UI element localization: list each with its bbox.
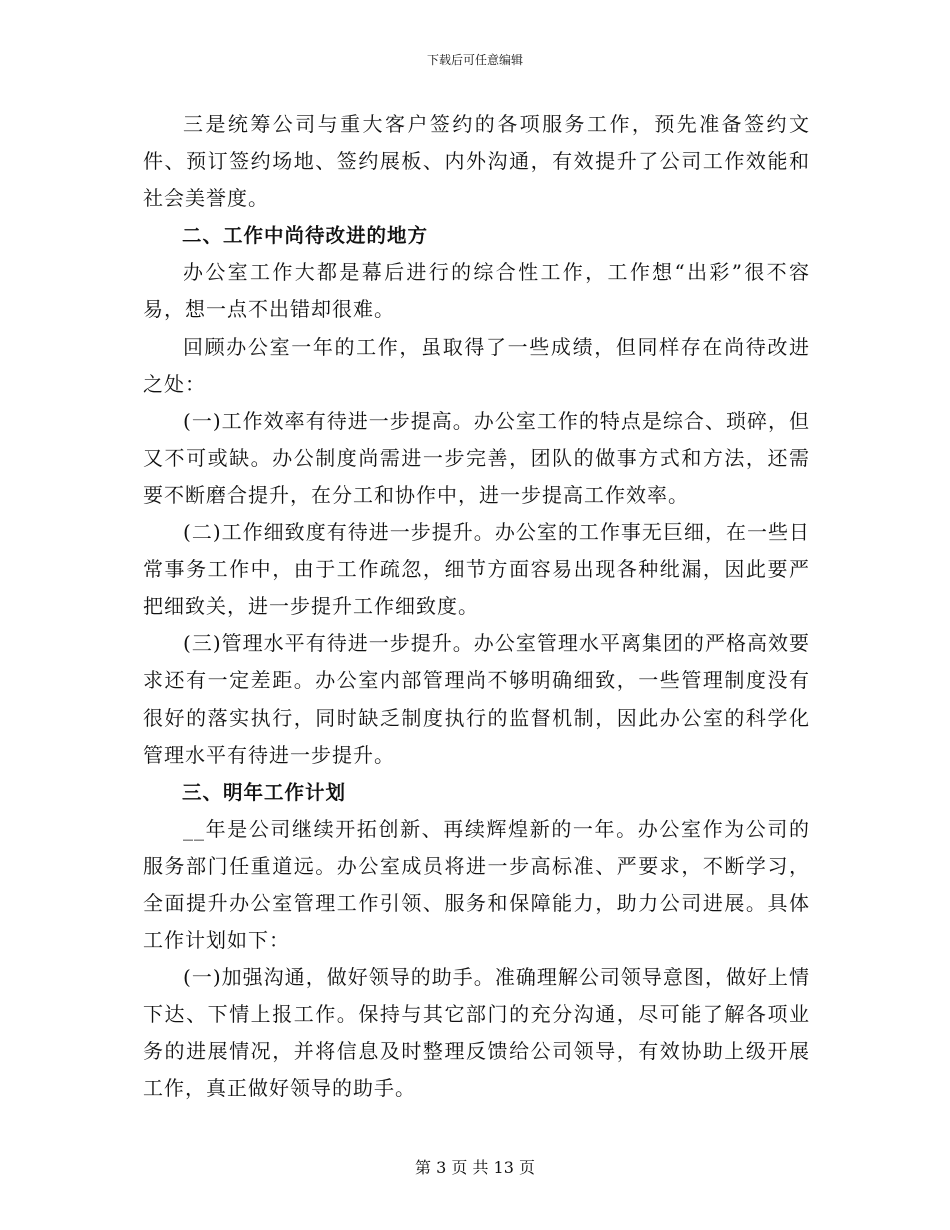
paragraph-office-work-nature: 办公室工作大都是幕后进行的综合性工作，工作想“出彩”很不容易，想一点不出错却很难。 [143,260,810,322]
paragraph-detail: (二)工作细致度有待进一步提升。办公室的工作事无巨细，在一些日常事务工作中，由于工作疏忽，细节方面容易出现各种纰漏，因此要严把细致关，进一步提升工作细致度。 [143,520,810,619]
paragraph-year-review: 回顾办公室一年的工作，虽取得了一些成绩，但同样存在尚待改进之处： [143,334,810,396]
paragraph-communication: (一)加强沟通，做好领导的助手。准确理解公司领导意图，做好上情下达、下情上报工作。保持与其它部门的充分沟通，尽可能了解各项业务的进展情况，并将信息及时整理反馈给公司领导，有效协助上级开展工作，真正做好领导的助手。 [143,965,810,1101]
page-footer: 第 3 页 共 13 页 [415,1158,535,1177]
paragraph-management: (三)管理水平有待进一步提升。办公室管理水平离集团的严格高效要求还有一定差距。办公室内部管理尚不够明确细致，一些管理制度没有很好的落实执行，同时缺乏制度执行的监督机制，因此办公室的科学化管理水平有待进一步提升。 [143,631,810,767]
paragraph-signing-services: 三是统筹公司与重大客户签约的各项服务工作，预先准备签约文件、预订签约场地、签约展板、内外沟通，有效提升了公司工作效能和社会美誉度。 [143,112,810,211]
page-header: 下载后可任意编辑 [426,53,523,67]
document-body [143,106,810,1108]
paragraph-efficiency: (一)工作效率有待进一步提高。办公室工作的特点是综合、琐碎，但又不可或缺。办公制度尚需进一步完善，团队的做事方式和方法，还需要不断磨合提升，在分工和协作中，进一步提高工作效率。 [143,408,810,507]
section-heading-improvements: 二、工作中尚待改进的地方 [182,224,429,248]
section-heading-plan: 三、明年工作计划 [182,780,347,804]
paragraph-plan-intro: __年是公司继续开拓创新、再续辉煌新的一年。办公室作为公司的服务部门任重道远。办公室成员将进一步高标准、严要求，不断学习，全面提升办公室管理工作引领、服务和保障能力，助力公司进展。具体工作计划如下： [143,816,810,953]
